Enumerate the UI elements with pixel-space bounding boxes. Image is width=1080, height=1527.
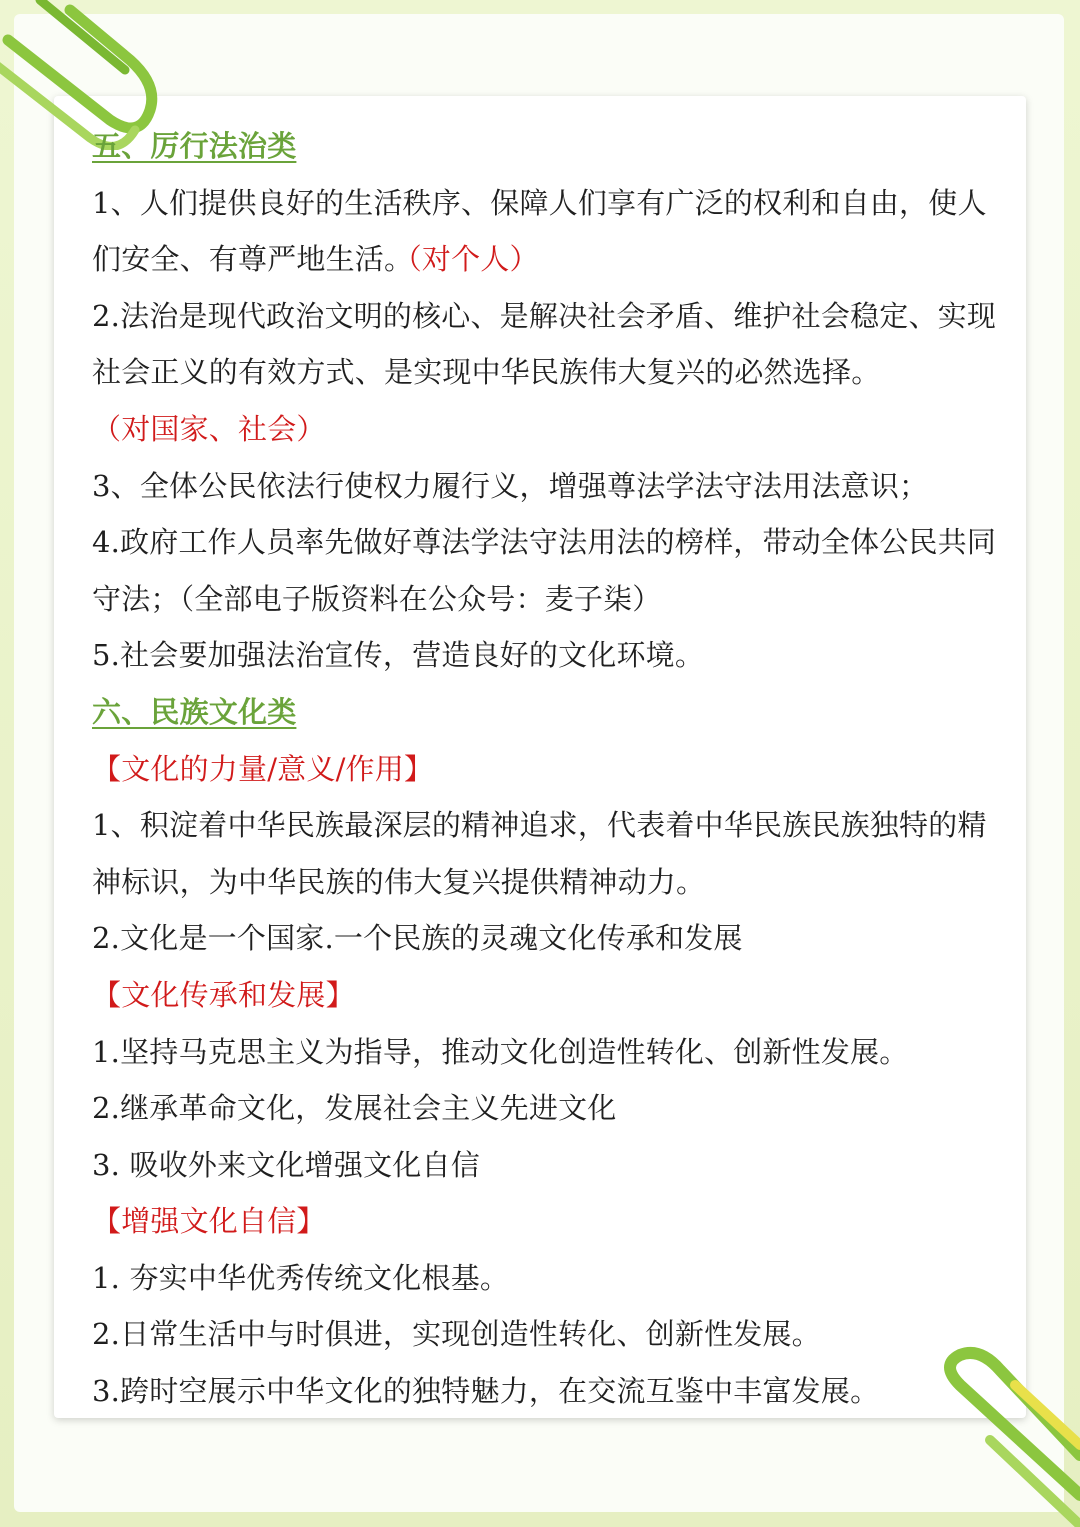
note-red: （对个人） — [407, 242, 539, 277]
body-line: 守法；（全部电子版资料在公众号：麦子柒） — [92, 581, 662, 616]
subsection-title: 【增强文化自信】 — [92, 1204, 326, 1239]
body-line: 神标识，为中华民族的伟大复兴提供精神动力。 — [92, 864, 706, 899]
body-line: 社会正义的有效方式、是实现中华民族伟大复兴的必然选择。 — [92, 355, 881, 390]
body-line: 5.社会要加强法治宣传，营造良好的文化环境。 — [92, 638, 705, 673]
body-line: 3. 吸收外来文化增强文化自信 — [92, 1147, 480, 1182]
body-line: 1. 夯实中华优秀传统文化根基。 — [92, 1260, 510, 1295]
subsection-title: 【文化的力量/意义/作用】 — [92, 751, 434, 786]
body-line: 4.政府工作人员率先做好尊法学法守法用法的榜样，带动全体公民共同 — [92, 525, 997, 560]
body-line: 3、全体公民依法行使权力履行义，增强尊法学法守法用法意识； — [92, 468, 929, 503]
body-line: 2.继承革命文化，发展社会主义先进文化 — [92, 1091, 617, 1126]
section-heading: 五、厉行法治类 — [92, 129, 297, 163]
note-content — [92, 118, 997, 1420]
body-text: 们安全、有尊严地生活。 — [92, 242, 414, 277]
body-line: 1、人们提供良好的生活秩序、保障人们享有广泛的权利和自由，使人 — [92, 185, 987, 220]
body-line: 2.文化是一个国家.一个民族的灵魂文化传承和发展 — [92, 921, 743, 956]
body-line: 2.日常生活中与时俱进，实现创造性转化、创新性发展。 — [92, 1317, 821, 1352]
body-line — [92, 231, 997, 288]
body-line: 1、积淀着中华民族最深层的精神追求，代表着中华民族民族独特的精 — [92, 808, 987, 843]
body-line: 2.法治是现代政治文明的核心、是解决社会矛盾、维护社会稳定、实现 — [92, 298, 997, 333]
section-heading: 六、民族文化类 — [92, 694, 297, 729]
note-red: （对国家、社会） — [92, 411, 326, 446]
body-line: 3.跨时空展示中华文化的独特魅力，在交流互鉴中丰富发展。 — [92, 1374, 880, 1409]
subsection-title: 【文化传承和发展】 — [92, 977, 355, 1012]
body-line: 1.坚持马克思主义为指导，推动文化创造性转化、创新性发展。 — [92, 1034, 909, 1069]
